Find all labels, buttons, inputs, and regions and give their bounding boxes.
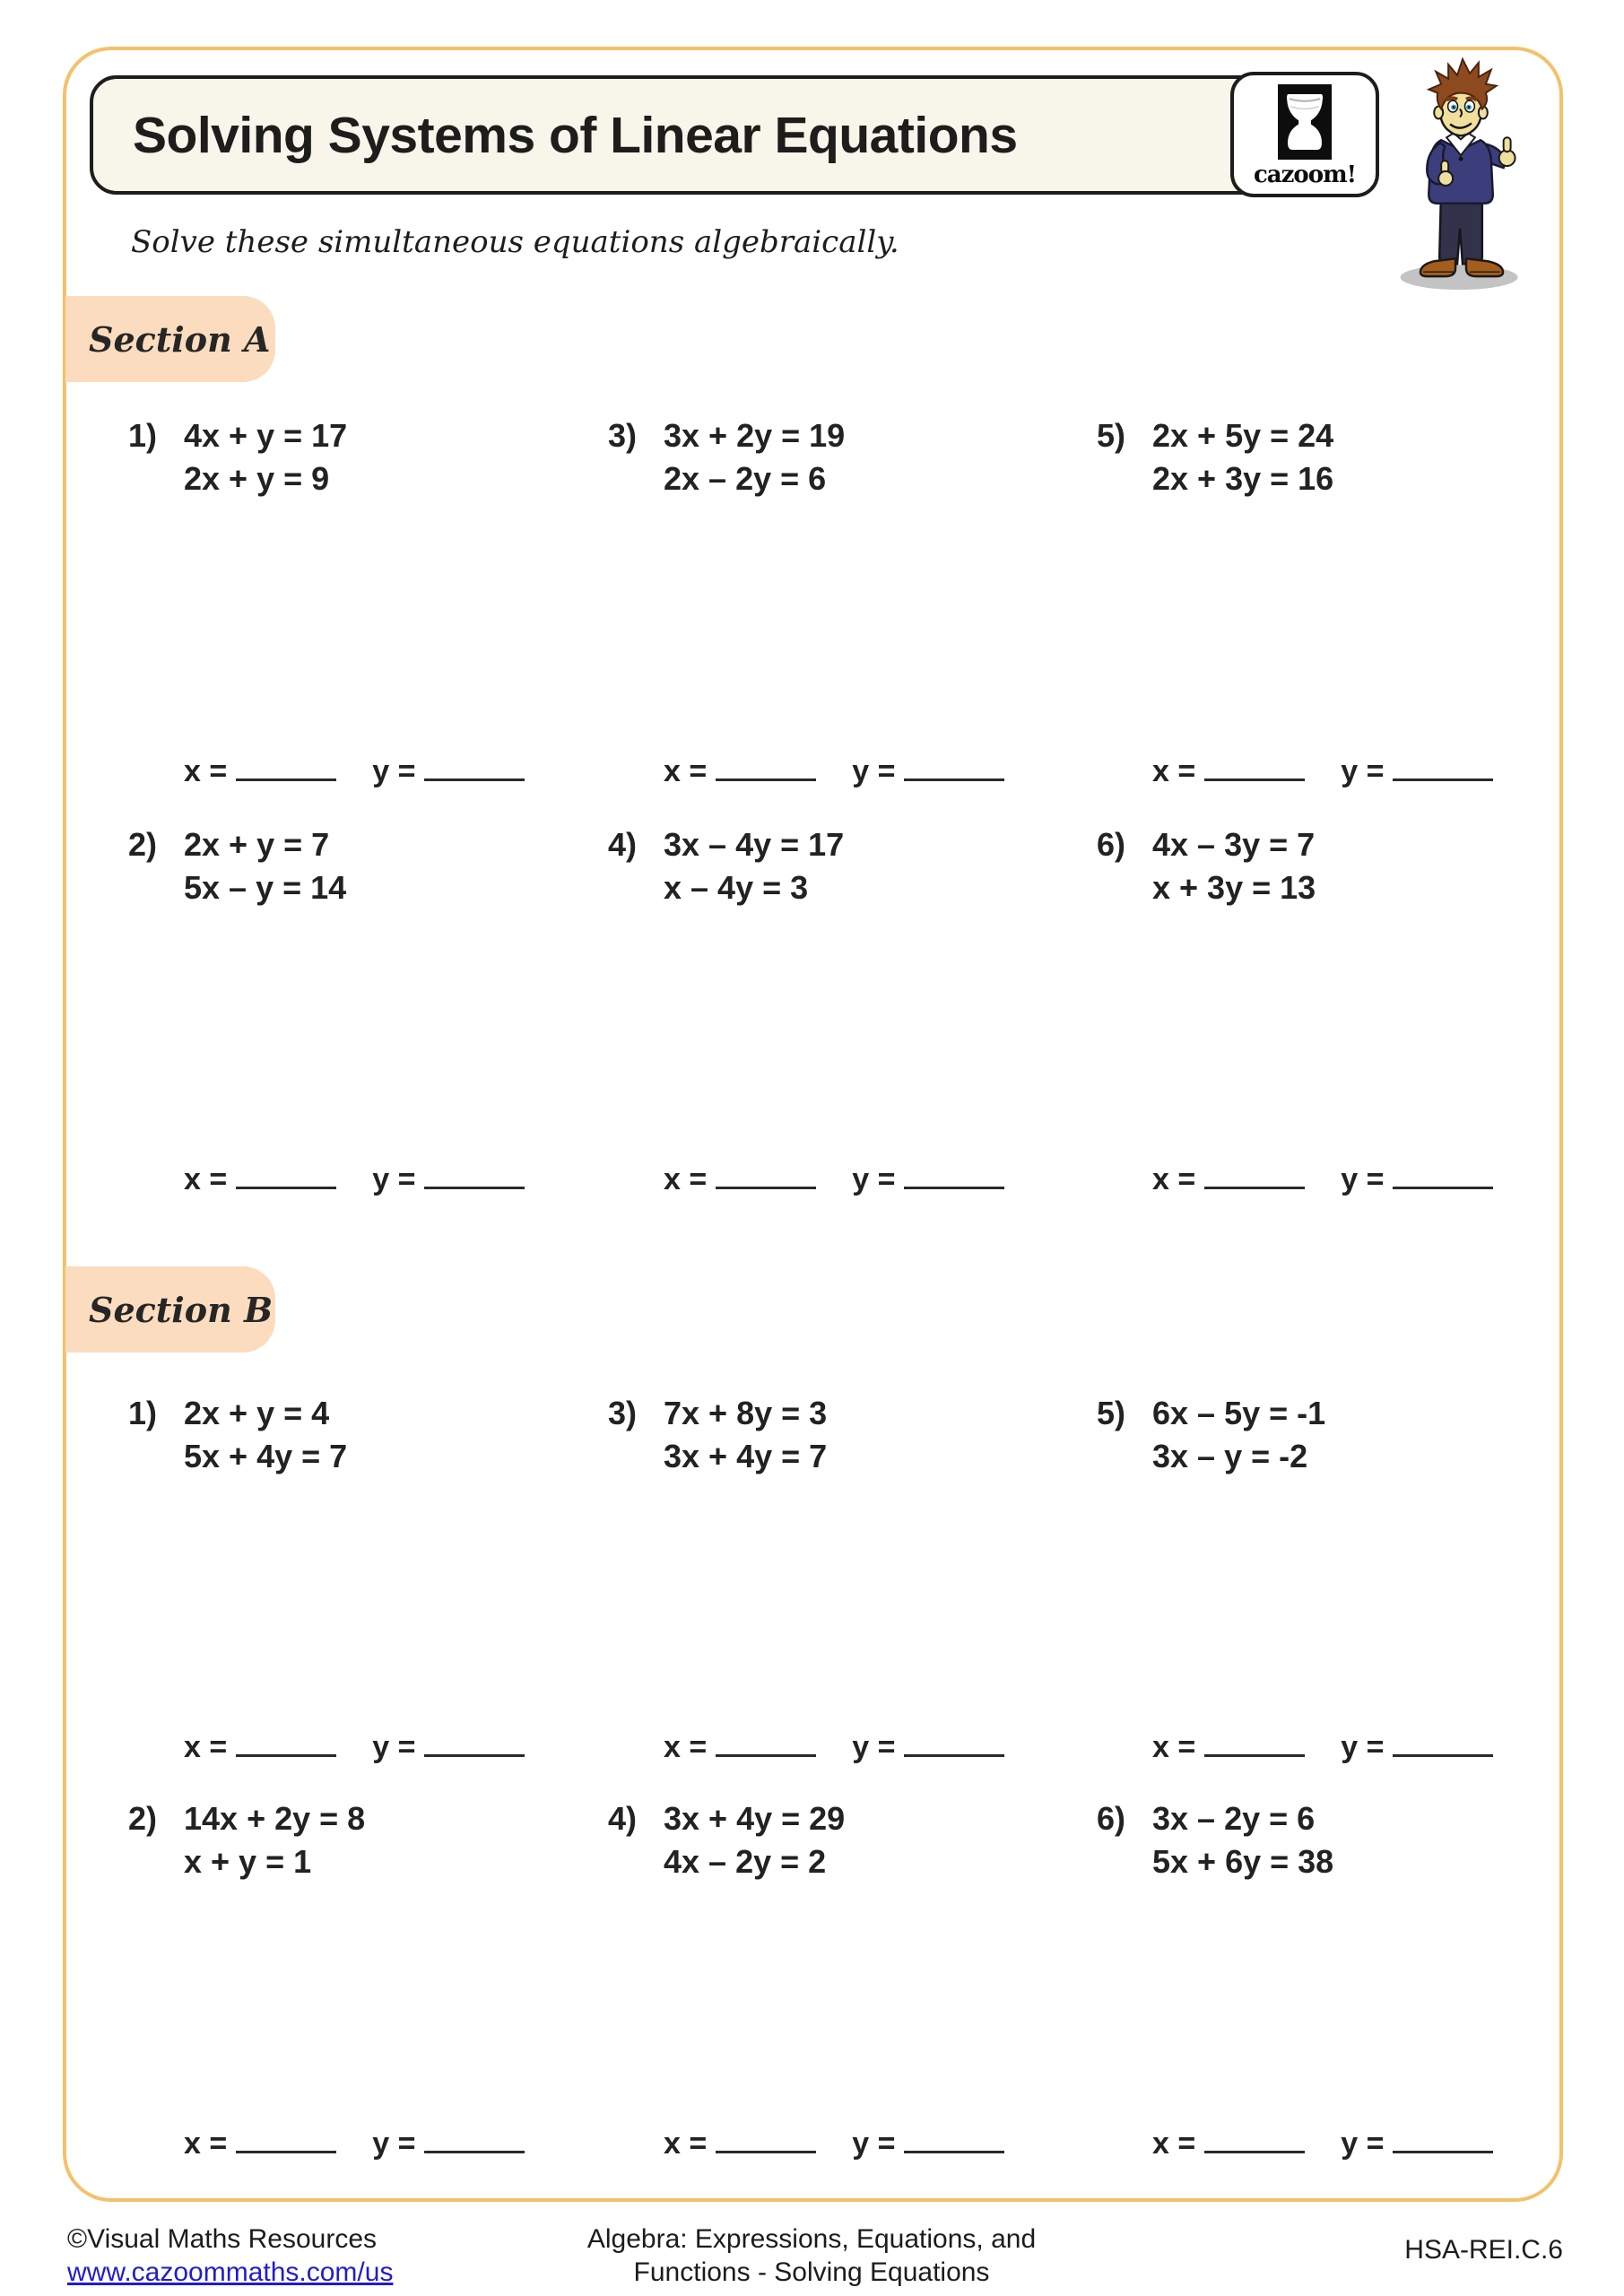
answer-x-label: x = <box>664 1730 708 1764</box>
problem-a2 <box>128 823 346 909</box>
answer-y-label: y = <box>852 2126 896 2161</box>
answer-x-label: x = <box>1152 754 1196 788</box>
answer-y-blank <box>424 2118 525 2153</box>
answer-y-label: y = <box>852 1162 896 1196</box>
equation-2: 4x – 2y = 2 <box>664 1843 827 1880</box>
section-b-heading <box>65 1266 275 1352</box>
answer-y-blank <box>1393 2118 1493 2153</box>
equation-1: 6x – 5y = -1 <box>1152 1395 1326 1431</box>
answer-blank-group <box>1152 1722 1493 1765</box>
answer-y-label: y = <box>1341 1730 1385 1764</box>
equation-1: 3x + 4y = 29 <box>664 1800 846 1837</box>
problem-number: 5) <box>1097 1395 1126 1431</box>
answer-y-blank <box>904 2118 1004 2153</box>
answer-x-label: x = <box>184 2126 228 2161</box>
equation-1: 2x + y = 7 <box>184 826 330 863</box>
answer-blank-group <box>184 746 525 789</box>
answer-x-blank <box>1204 746 1305 781</box>
answer-y-label: y = <box>372 754 416 788</box>
problem-number: 5) <box>1097 417 1126 454</box>
answer-x-blank <box>1204 1722 1305 1757</box>
answer-blank-group <box>664 1154 1004 1197</box>
answer-x-blank <box>1204 2118 1305 2153</box>
page-title: Solving Systems of Linear Equations <box>133 106 1018 164</box>
equation-1: 14x + 2y = 8 <box>184 1800 366 1837</box>
equation-1: 7x + 8y = 3 <box>664 1395 828 1431</box>
equation-2: 5x + 4y = 7 <box>184 1438 348 1474</box>
section-a-label-text: Section A <box>89 318 271 360</box>
equation-2: 5x + 6y = 38 <box>1152 1843 1334 1880</box>
answer-x-blank <box>716 1722 816 1757</box>
answer-y-label: y = <box>1341 2126 1385 2161</box>
problem-number: 6) <box>1097 1800 1126 1837</box>
answer-y-blank <box>424 746 525 781</box>
copyright-text: ©Visual Maths Resources <box>67 2224 378 2254</box>
section-b-problem-row-1 <box>0 1392 1624 1491</box>
answer-y-blank <box>904 1154 1004 1189</box>
answer-y-label: y = <box>1341 754 1385 788</box>
problem-number: 3) <box>608 1395 638 1431</box>
answer-x-blank <box>716 1154 816 1189</box>
problem-number: 1) <box>128 1395 158 1431</box>
answer-x-blank <box>1204 1154 1305 1189</box>
answer-y-blank <box>1393 1722 1493 1757</box>
answer-y-blank <box>1393 746 1493 781</box>
problem-number: 2) <box>128 1800 158 1837</box>
equation-1: 3x – 2y = 6 <box>1152 1800 1316 1837</box>
answer-y-label: y = <box>372 1162 416 1196</box>
answer-y-label: y = <box>852 1730 896 1764</box>
problem-number: 4) <box>608 1800 638 1837</box>
section-b-answer-row-1 <box>0 1722 1624 1767</box>
problem-b6 <box>1097 1797 1333 1883</box>
section-a-problem-row-2 <box>0 823 1624 922</box>
answer-x-blank <box>236 1154 336 1189</box>
answer-x-label: x = <box>664 1162 708 1196</box>
equation-2: 5x – y = 14 <box>184 869 347 906</box>
cazoom-url-link[interactable]: www.cazoommaths.com/us <box>67 2257 394 2287</box>
equation-2: x + 3y = 13 <box>1152 869 1316 906</box>
answer-x-blank <box>236 1722 336 1757</box>
category-line-1: Algebra: Expressions, Equations, and <box>586 2224 1037 2254</box>
answer-y-label: y = <box>372 2126 416 2161</box>
answer-blank-group <box>664 746 1004 789</box>
problem-a3 <box>608 414 845 500</box>
answer-x-label: x = <box>664 754 708 788</box>
section-a-answer-row-2 <box>0 1154 1624 1199</box>
djembe-drum-icon <box>1278 84 1332 160</box>
answer-x-label: x = <box>1152 1162 1196 1196</box>
answer-blank-group <box>184 2118 525 2161</box>
section-b-answer-row-2 <box>0 2118 1624 2163</box>
answer-x-blank <box>236 746 336 781</box>
answer-blank-group <box>664 1722 1004 1765</box>
answer-blank-group <box>1152 1154 1493 1197</box>
problem-a4 <box>608 823 844 909</box>
equation-2: 3x + 4y = 7 <box>664 1438 828 1474</box>
equation-1: 2x + y = 4 <box>184 1395 330 1431</box>
equation-1: 4x – 3y = 7 <box>1152 826 1316 863</box>
equation-1: 2x + 5y = 24 <box>1152 417 1334 454</box>
answer-blank-group <box>184 1722 525 1765</box>
problem-b3 <box>608 1392 827 1478</box>
answer-y-label: y = <box>1341 1162 1385 1196</box>
section-a-problem-row-1 <box>0 414 1624 513</box>
boy-thumbs-up-mascot <box>1390 54 1535 294</box>
problem-number: 1) <box>128 417 158 454</box>
equation-1: 3x – 4y = 17 <box>664 826 845 863</box>
problem-b2 <box>128 1797 365 1883</box>
equation-2: 2x + y = 9 <box>184 460 330 497</box>
answer-x-label: x = <box>1152 1730 1196 1764</box>
equation-2: 2x – 2y = 6 <box>664 460 827 497</box>
answer-y-label: y = <box>852 754 896 788</box>
standard-code: HSA-REI.C.6 <box>1404 2235 1563 2265</box>
answer-x-blank <box>716 746 816 781</box>
problem-a1 <box>128 414 347 500</box>
section-b-label-text: Section B <box>89 1289 274 1330</box>
answer-x-label: x = <box>184 1730 228 1764</box>
instruction-text: Solve these simultaneous equations algebraically. <box>131 224 899 260</box>
answer-y-blank <box>1393 1154 1493 1189</box>
equation-1: 3x + 2y = 19 <box>664 417 846 454</box>
answer-y-blank <box>424 1722 525 1757</box>
answer-y-blank <box>424 1154 525 1189</box>
problem-b5 <box>1097 1392 1325 1478</box>
answer-x-label: x = <box>184 754 228 788</box>
answer-y-blank <box>904 746 1004 781</box>
equation-2: 2x + 3y = 16 <box>1152 460 1334 497</box>
answer-y-blank <box>904 1722 1004 1757</box>
problem-number: 2) <box>128 826 158 863</box>
problem-number: 3) <box>608 417 638 454</box>
problem-number: 4) <box>608 826 638 863</box>
answer-x-label: x = <box>1152 2126 1196 2161</box>
cazoom-logo <box>1230 72 1379 197</box>
answer-blank-group <box>1152 2118 1493 2161</box>
title-bar <box>90 75 1379 195</box>
answer-y-label: y = <box>372 1730 416 1764</box>
equation-2: x – 4y = 3 <box>664 869 809 906</box>
answer-x-blank <box>236 2118 336 2153</box>
section-a-answer-row-1 <box>0 746 1624 791</box>
equation-2: 3x – y = -2 <box>1152 1438 1308 1474</box>
equation-2: x + y = 1 <box>184 1843 312 1880</box>
problem-b4 <box>608 1797 845 1883</box>
answer-x-label: x = <box>664 2126 708 2161</box>
equation-1: 4x + y = 17 <box>184 417 348 454</box>
answer-blank-group <box>664 2118 1004 2161</box>
problem-number: 6) <box>1097 826 1126 863</box>
problem-b1 <box>128 1392 347 1478</box>
section-a-heading <box>65 296 275 382</box>
answer-blank-group <box>1152 746 1493 789</box>
answer-x-blank <box>716 2118 816 2153</box>
answer-x-label: x = <box>184 1162 228 1196</box>
answer-blank-group <box>184 1154 525 1197</box>
section-b-problem-row-2 <box>0 1797 1624 1896</box>
problem-a5 <box>1097 414 1333 500</box>
problem-a6 <box>1097 823 1316 909</box>
category-line-2: Functions - Solving Equations <box>633 2257 990 2287</box>
logo-wordmark: cazoom! <box>1253 161 1357 188</box>
